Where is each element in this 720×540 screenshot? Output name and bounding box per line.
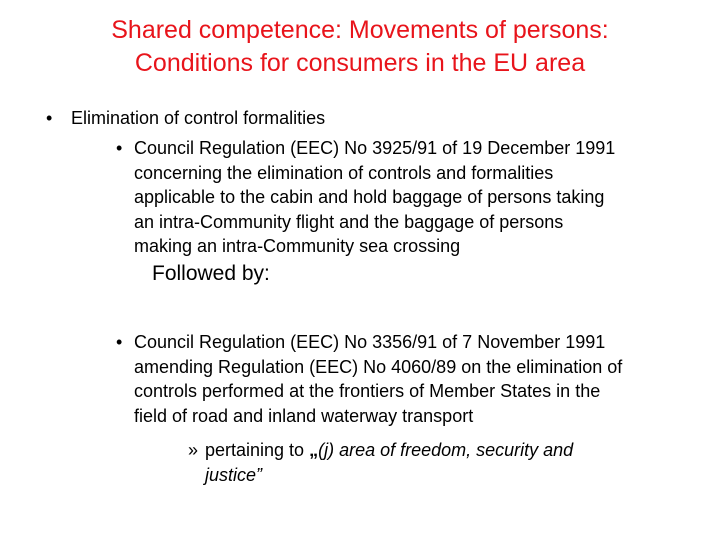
sub-sub-bullet-text [205, 438, 573, 488]
followed-by-text: Followed by: [152, 262, 270, 285]
slide-title-line-2: Conditions for consumers in the EU area [134, 49, 586, 77]
sub-bullet-marker: • [116, 138, 123, 158]
text-line: field of road and inland waterway transport [134, 405, 474, 426]
sub-bullet-marker: • [116, 332, 123, 352]
slide-title-line-1: Shared competence: Movements of persons: [111, 16, 609, 44]
text-line: applicable to the cabin and hold baggage of persons taking [134, 187, 605, 207]
sub-bullet-text [134, 136, 615, 259]
opening-quote: „ [309, 440, 319, 460]
sub-sub-bullet-marker: » [188, 440, 199, 460]
text-line: amending Regulation (EEC) No 4060/89 on the elimination of [134, 356, 623, 377]
text-line: making an intra-Community sea crossing [134, 236, 461, 256]
italic-text-continued: justice” [205, 465, 263, 485]
bullet-text: Elimination of control formalities [71, 108, 326, 128]
text-line: an intra-Community flight and the baggage of persons [134, 211, 564, 232]
text-prefix: pertaining to [205, 440, 310, 460]
sub-bullet-text [134, 330, 622, 428]
bullet-marker: • [46, 108, 53, 128]
italic-text: (j) area of freedom, security and [318, 440, 574, 460]
text-line: concerning the elimination of controls and formalities [134, 162, 554, 183]
text-line: Council Regulation (EEC) No 3925/91 of 19 December 1991 [134, 138, 616, 158]
text-line: controls performed at the frontiers of Member States in the [134, 381, 601, 401]
text-line: Council Regulation (EEC) No 3356/91 of 7 November 1991 [134, 332, 606, 352]
slide-title [20, 14, 700, 80]
